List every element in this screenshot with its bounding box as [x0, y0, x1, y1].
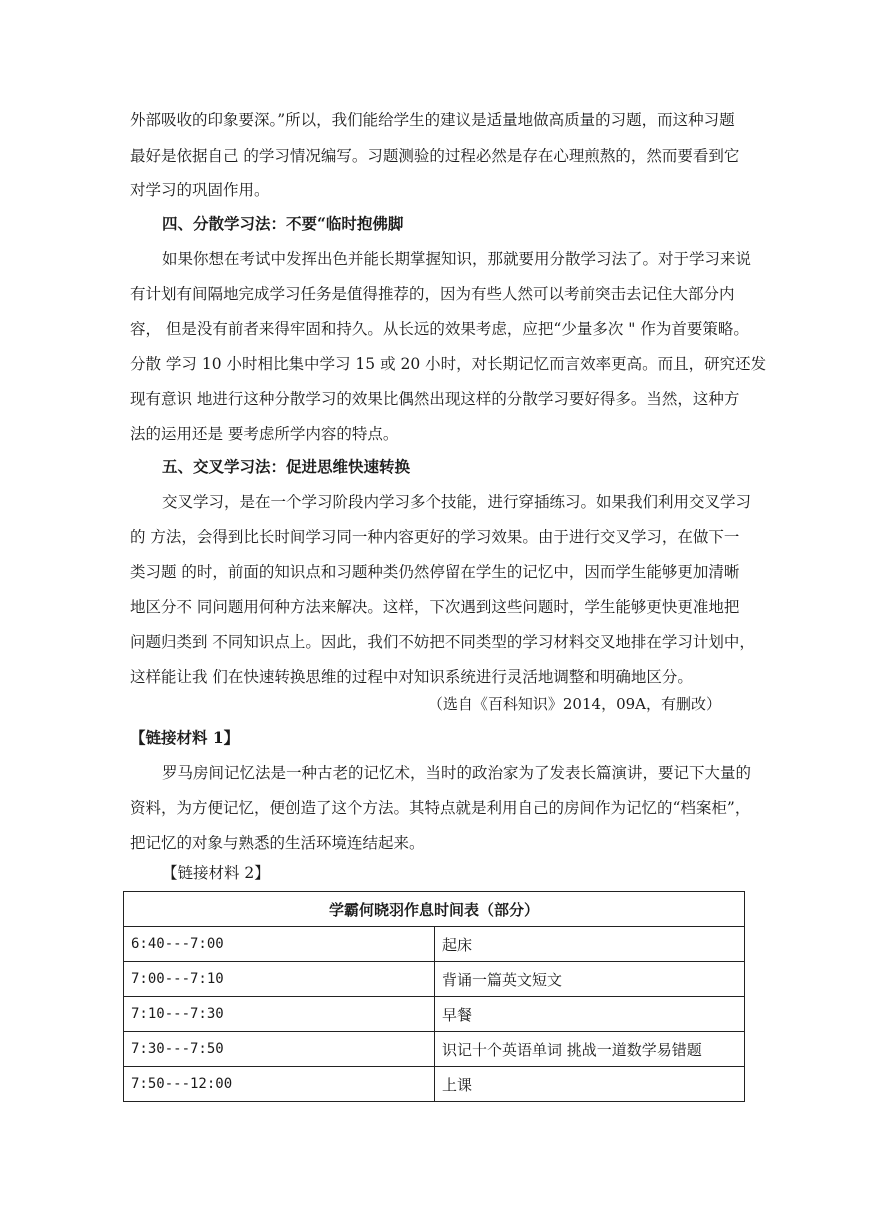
section-heading: 五、交叉学习法：促进思维快速转换 [162, 457, 411, 476]
activity-cell: 起床 [435, 927, 745, 962]
table-title: 学霸何晓羽作息时间表（部分） [124, 892, 745, 927]
paragraph-line: 有计划有间隔地完成学习任务是值得推荐的，因为有些人然可以考前突击去记住大部分内 [130, 285, 735, 303]
time-cell: 7:30---7:50 [124, 1032, 435, 1067]
paragraph-line: 资料，为方便记忆，便创造了这个方法。其特点就是利用自己的房间作为记忆的“档案柜”， [130, 799, 751, 817]
paragraph-line: 外部吸收的印象要深。”所以，我们能给学生的建议是适量地做高质量的习题，而这种习题 [130, 111, 735, 129]
activity-cell: 背诵一篇英文短文 [435, 962, 745, 997]
paragraph-line: 地区分不 同问题用何种方法来解决。这样，下次遇到这些问题时，学生能够更快更准地把 [130, 598, 740, 616]
activity-cell: 早餐 [435, 997, 745, 1032]
table-row [124, 927, 745, 962]
time-cell: 7:00---7:10 [124, 962, 435, 997]
table-header-row [124, 892, 745, 927]
activity-cell: 上课 [435, 1067, 745, 1102]
paragraph-line: 问题归类到 不同知识点上。因此，我们不妨把不同类型的学习材料交叉地排在学习计划中， [130, 633, 755, 651]
section-heading: 四、分散学习法：不要“临时抱佛脚 [162, 214, 404, 233]
link-material-2-title: 【链接材料 2】 [162, 864, 270, 882]
table-row [124, 1067, 745, 1102]
schedule-table [123, 891, 745, 1102]
paragraph-line: 法的运用还是 要考虑所学内容的特点。 [130, 425, 399, 443]
paragraph-line: 如果你想在考试中发挥出色并能长期掌握知识，那就要用分散学习法了。对于学习来说 [162, 250, 752, 268]
paragraph-line: 把记忆的对象与熟悉的生活环境连结起来。 [130, 834, 425, 852]
activity-cell: 识记十个英语单词 挑战一道数学易错题 [435, 1032, 745, 1067]
table-row [124, 997, 745, 1032]
link-material-1-title: 【链接材料 1】 [130, 728, 240, 747]
paragraph-line: 这样能让我 们在快速转换思维的过程中对知识系统进行灵活地调整和明确地区分。 [130, 668, 693, 686]
paragraph-line: 分散 学习 10 小时相比集中学习 15 或 20 小时，对长期记忆而言效率更高。而且，研究还发 [130, 355, 767, 373]
table-row [124, 962, 745, 997]
paragraph-line: 容， 但是没有前者来得牢固和持久。从长远的效果考虑，应把“少量多次 " 作为首要策略。 [130, 320, 749, 338]
time-cell: 6:40---7:00 [124, 927, 435, 962]
table-row [124, 1032, 745, 1067]
paragraph-line: 对学习的巩固作用。 [130, 181, 270, 199]
time-cell: 7:50---12:00 [124, 1067, 435, 1102]
paragraph-line: 类习题 的时，前面的知识点和习题种类仍然停留在学生的记忆中，因而学生能够更加清晰 [130, 563, 740, 581]
paragraph-line: 交叉学习，是在一个学习阶段内学习多个技能，进行穿插练习。如果我们利用交叉学习 [162, 493, 752, 511]
time-cell: 7:10---7:30 [124, 997, 435, 1032]
paragraph-line: 罗马房间记忆法是一种古老的记忆术，当时的政治家为了发表长篇演讲，要记下大量的 [162, 764, 752, 782]
paragraph-line: 最好是依据自己 的学习情况编写。习题测验的过程必然是存在心理煎熬的，然而要看到它 [130, 147, 740, 165]
source-citation: （选自《百科知识》2014，09A，有删改） [427, 695, 721, 713]
paragraph-line: 现有意识 地进行这种分散学习的效果比偶然出现这样的分散学习要好得多。当然，这种方 [130, 390, 740, 408]
paragraph-line: 的 方法，会得到比长时间学习同一种内容更好的学习效果。由于进行交叉学习，在做下一 [130, 528, 740, 546]
